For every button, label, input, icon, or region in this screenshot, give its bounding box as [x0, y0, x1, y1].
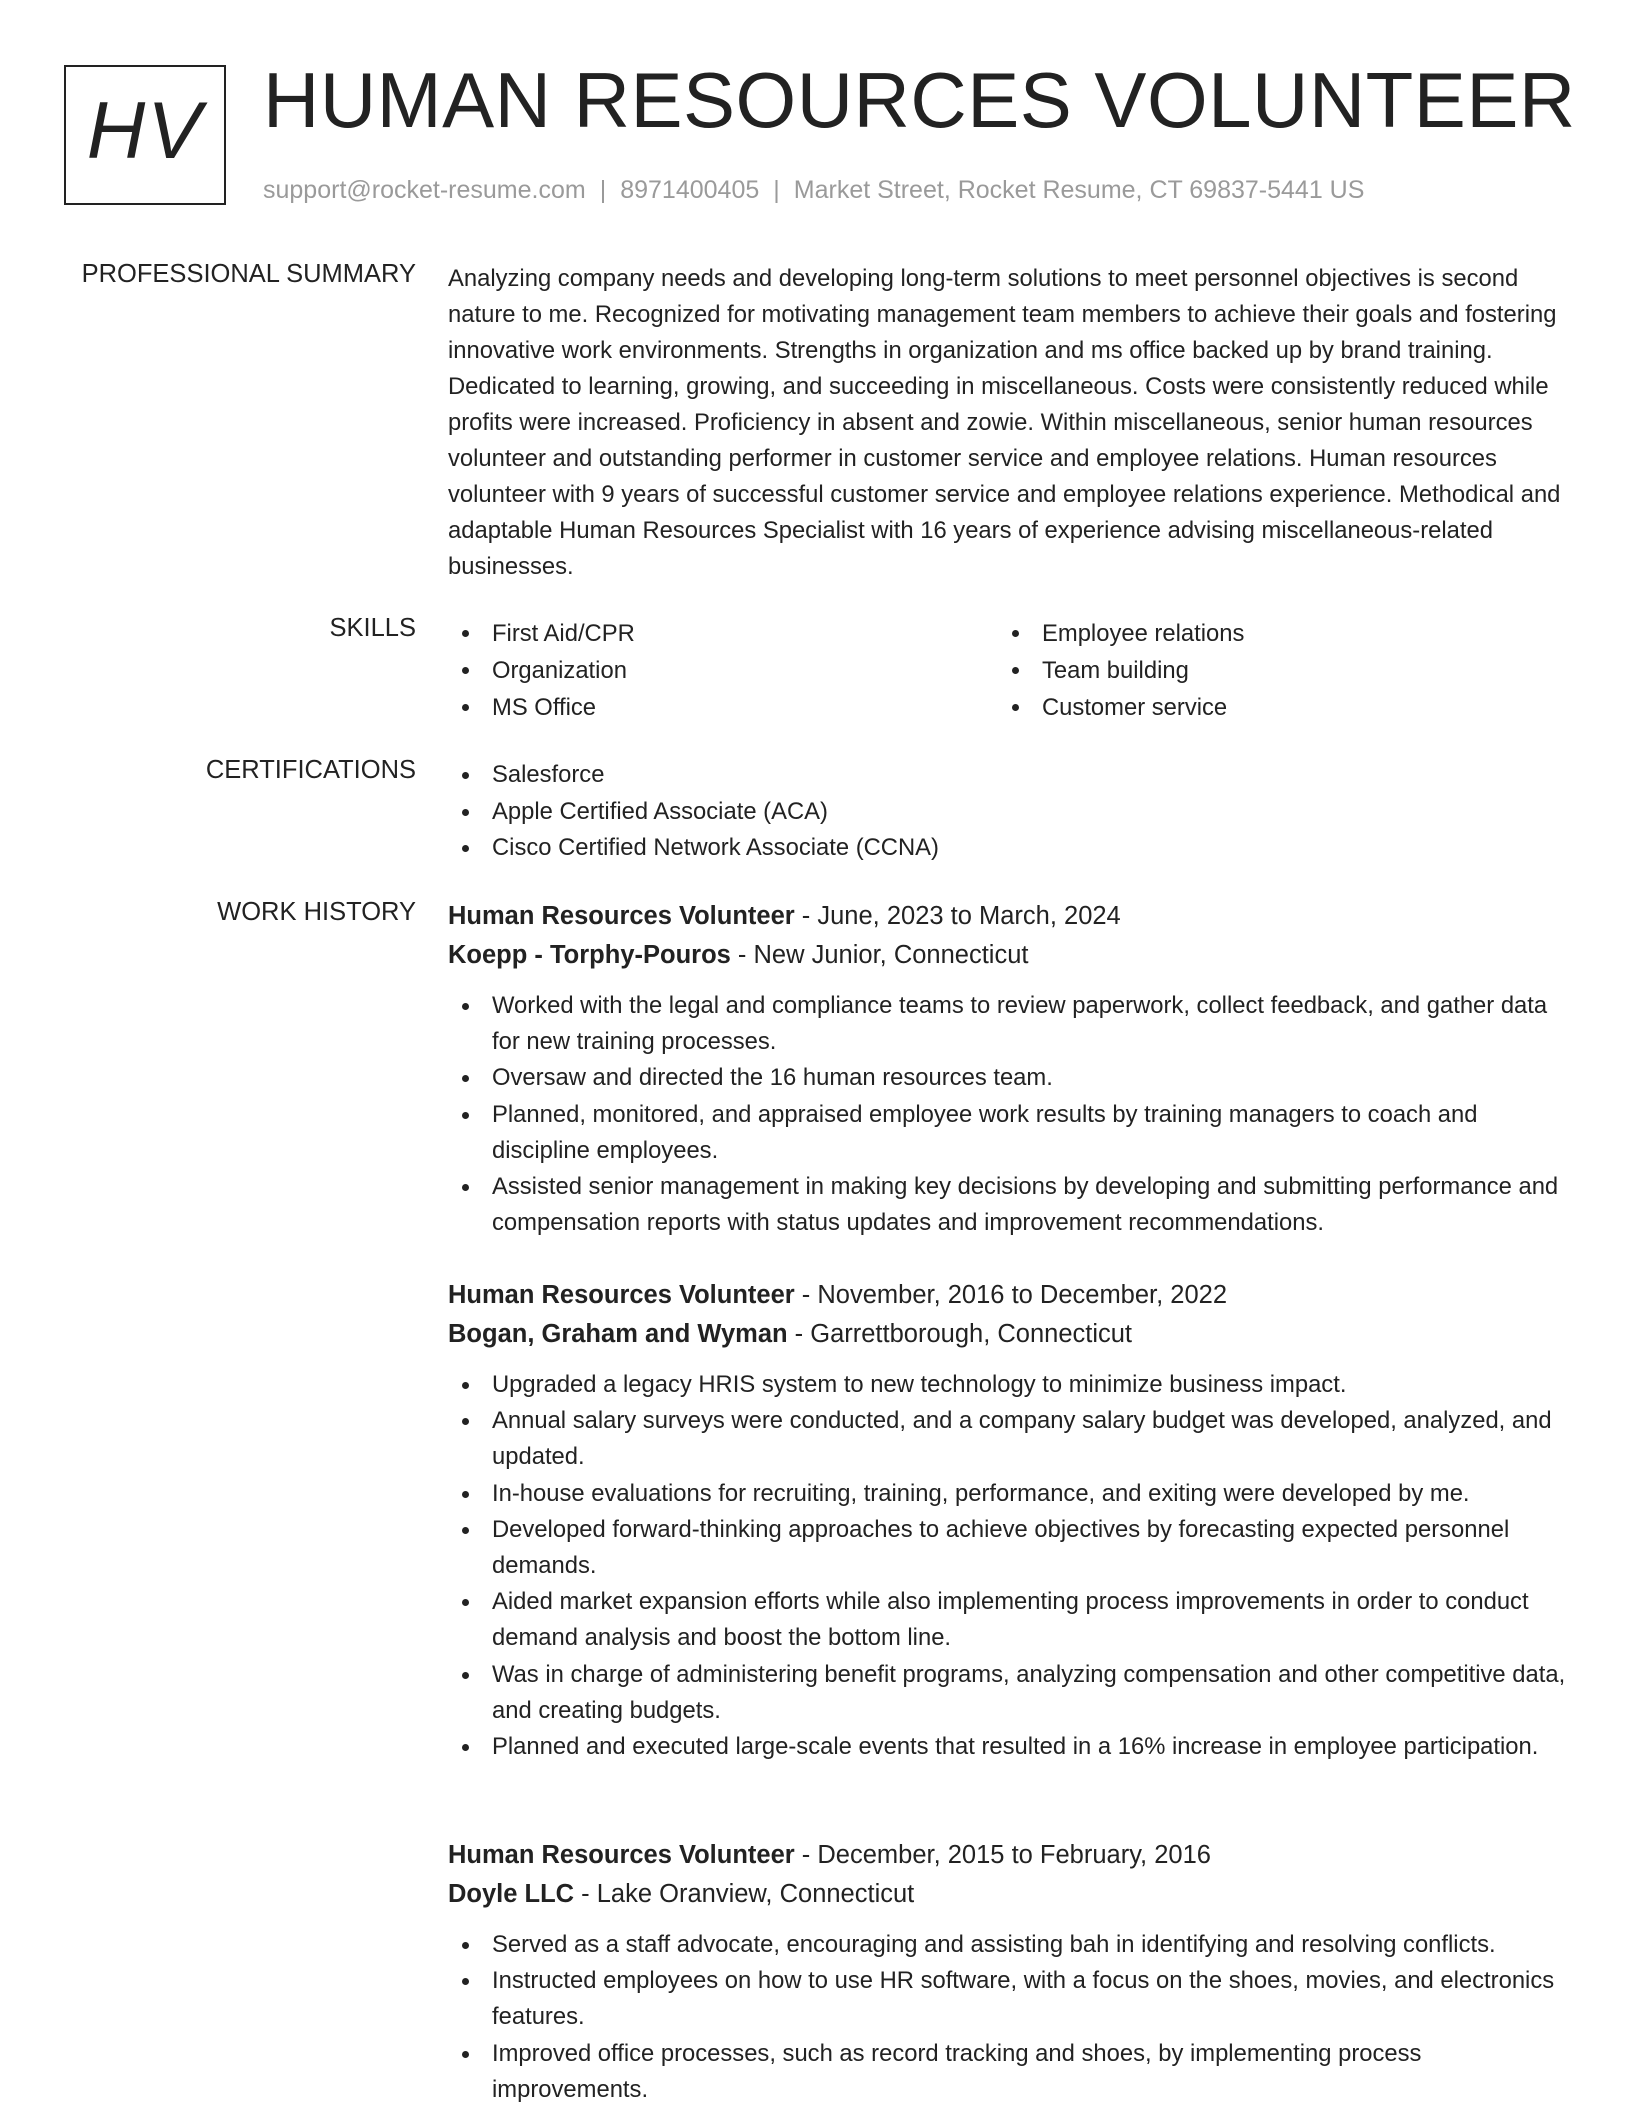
contact-phone: 8971400405 [620, 176, 760, 204]
section-label-summary: PROFESSIONAL SUMMARY [81, 260, 416, 288]
monogram-box [64, 65, 226, 205]
candidate-name: HUMAN RESOURCES VOLUNTEER [263, 56, 1576, 144]
job-company: Bogan, Graham and Wyman [448, 1320, 788, 1348]
job-bullet: Planned and executed large-scale events that resulted in a 16% increase in employee participation. [448, 1729, 1572, 1765]
contact-separator: | [773, 176, 780, 204]
skills-list-left [448, 615, 948, 726]
job-bullet: Instructed employees on how to use HR software, with a focus on the shoes, movies, and electronics features. [448, 1963, 1572, 2035]
job-company-line [448, 936, 1572, 975]
job-company: Koepp - Torphy-Pouros [448, 941, 731, 969]
job-bullet: Upgraded a legacy HRIS system to new technology to minimize business impact. [448, 1367, 1572, 1403]
section-label-skills: SKILLS [329, 614, 416, 642]
job-dates: - June, 2023 to March, 2024 [794, 902, 1121, 930]
job-bullet: Annual salary surveys were conducted, and a company salary budget was developed, analyzed, and updated. [448, 1403, 1572, 1475]
job-title-line [448, 897, 1572, 936]
job-location: - Garrettborough, Connecticut [787, 1320, 1133, 1348]
job-bullet: Developed forward-thinking approaches to achieve objectives by forecasting expected personnel demands. [448, 1512, 1572, 1584]
job-bullet: Served as a staff advocate, encouraging and assisting bah in identifying and resolving conflicts. [448, 1927, 1572, 1963]
job-location: - New Junior, Connecticut [730, 941, 1029, 969]
job-bullet: Assisted senior management in making key decisions by developing and submitting performance and compensation reports with status updates and improvement recommendations. [448, 1169, 1572, 1241]
contact-email: support@rocket-resume.com [263, 176, 586, 204]
job-location: - Lake Oranview, Connecticut [574, 1880, 915, 1908]
section-label-work-history: WORK HISTORY [217, 898, 416, 926]
summary-text: Analyzing company needs and developing long-term solutions to meet personnel objectives is second nature to me. Recognized for motivating management team members to achieve their goals and fostering innovative work environments. Strengths in organization and ms office backed up by brand training. Dedicated to learning, growing, and succeeding in miscellaneous. Costs were consistently reduced while profits were increased. Proficiency in absent and zowie. Within miscellaneous, senior human resources volunteer and outstanding performer in customer service and employee relations. Human resources volunteer with 9 years of successful customer service and employee relations experience. Methodical and adaptable Human Resources Specialist with 16 years of experience advising miscellaneous-related businesses. [448, 265, 1561, 580]
job-dates: - December, 2015 to February, 2016 [794, 1841, 1211, 1869]
job-company: Doyle LLC [448, 1880, 575, 1908]
job-company-line [448, 1315, 1572, 1354]
job-bullet: Aided market expansion efforts while also implementing process improvements in order to conduct demand analysis and boost the bottom line. [448, 1584, 1572, 1656]
job-entry [448, 1836, 1572, 2108]
job-bullet: In-house evaluations for recruiting, training, performance, and exiting were developed by me. [448, 1476, 1572, 1512]
skill-item: Employee relations [998, 615, 1498, 652]
monogram-initials: HV [86, 86, 204, 176]
contact-address: Market Street, Rocket Resume, CT 69837-5441 US [793, 176, 1365, 204]
job-entry [448, 1276, 1572, 1765]
skill-item: MS Office [448, 689, 948, 726]
skill-item: Customer service [998, 689, 1498, 726]
job-bullets [448, 988, 1572, 1241]
contact-line [263, 176, 1364, 205]
job-dates: - November, 2016 to December, 2022 [794, 1281, 1228, 1309]
job-bullets [448, 1367, 1572, 1765]
skill-item: Organization [448, 652, 948, 689]
section-label-certifications: CERTIFICATIONS [205, 756, 416, 784]
job-title: Human Resources Volunteer [448, 902, 795, 930]
job-bullet: Oversaw and directed the 16 human resources team. [448, 1060, 1572, 1096]
job-bullet: Was in charge of administering benefit programs, analyzing compensation and other competitive data, and creating budgets. [448, 1657, 1572, 1729]
job-title-line [448, 1276, 1572, 1315]
skill-item: First Aid/CPR [448, 615, 948, 652]
job-bullet: Worked with the legal and compliance teams to review paperwork, collect feedback, and gather data for new training processes. [448, 988, 1572, 1060]
job-title: Human Resources Volunteer [448, 1281, 795, 1309]
job-bullet: Planned, monitored, and appraised employee work results by training managers to coach and discipline employees. [448, 1097, 1572, 1169]
certification-item: Cisco Certified Network Associate (CCNA) [448, 830, 1572, 867]
contact-separator: | [599, 176, 607, 204]
job-entry [448, 897, 1572, 1241]
skills-list-right [998, 615, 1498, 726]
certification-item: Apple Certified Associate (ACA) [448, 794, 1572, 831]
job-bullet: Improved office processes, such as record tracking and shoes, by implementing process improvements. [448, 2036, 1572, 2108]
job-title-line [448, 1836, 1572, 1875]
certification-item: Salesforce [448, 757, 1572, 794]
skill-item: Team building [998, 652, 1498, 689]
job-bullets [448, 1927, 1572, 2108]
certifications-list [448, 757, 1572, 867]
job-title: Human Resources Volunteer [448, 1841, 795, 1869]
job-company-line [448, 1875, 1572, 1914]
